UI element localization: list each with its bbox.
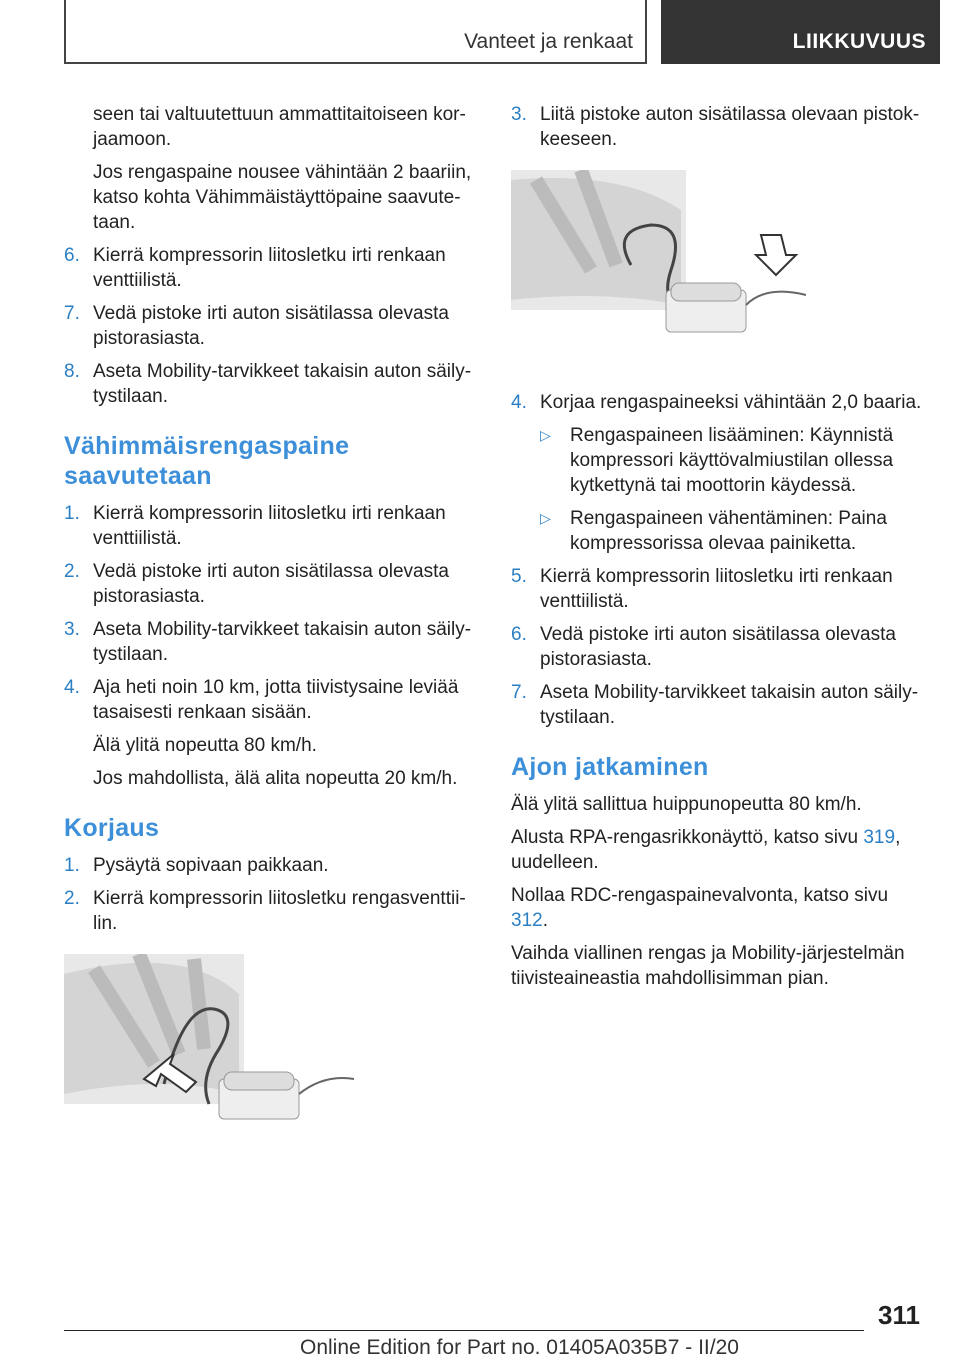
list-item: 2. Vedä pistoke irti auton sisätilassa olevasta pistorasiasta. [64, 561, 449, 607]
list-item: 3. Liitä pistoke auton sisätilassa olevaan pistok-keeseen. [511, 104, 920, 150]
list-item: 4. Korjaa rengaspaineeksi vähintään 2,0 baaria. [511, 392, 922, 413]
body-text: Nollaa RDC-rengaspainevalvonta, katso sivu 312. [511, 885, 889, 931]
body-text: Alusta RPA-rengasrikkonäyttö, katso sivu 319, uudelleen. [511, 827, 901, 873]
section-heading: Ajon jatkaminen [511, 753, 709, 781]
continuation-text: Jos mahdollista, älä alita nopeutta 20 km/h. [93, 768, 458, 789]
list-item: 4. Aja heti noin 10 km, jotta tiivistysaine leviää tasaisesti renkaan sisään. [64, 677, 459, 723]
list-item: 6. Kierrä kompressorin liitosletku irti renkaan venttiilistä. [64, 245, 446, 291]
continuation-text: seen tai valtuutettuun ammattitaitoiseen kor-jaamoon. [93, 104, 466, 150]
list-item: 8. Aseta Mobility-tarvikkeet takaisin auton säily-tystilaan. [64, 361, 472, 407]
sub-list-item: ▷ Rengaspaineen lisääminen: Käynnistä kompressori käyttövalmiustilan ollessa kytkettynä tai moottorin käydessä. [540, 425, 894, 496]
header-section-box [64, 0, 647, 64]
left-column [64, 102, 478, 1169]
list-item: 7. Vedä pistoke irti auton sisätilassa olevasta pistorasiasta. [64, 303, 449, 349]
illustration-valve-hose [64, 954, 478, 1139]
list-item: 3. Aseta Mobility-tarvikkeet takaisin auton säily-tystilaan. [64, 619, 472, 665]
continuation-text: Älä ylitä nopeutta 80 km/h. [93, 735, 317, 756]
section-heading: Vähimmäisrengaspaine saavutetaan [64, 432, 350, 490]
right-column [511, 102, 925, 999]
list-item: 5. Kierrä kompressorin liitosletku irti renkaan venttiilistä. [511, 566, 893, 612]
triangle-bullet-icon: ▷ [540, 427, 551, 443]
list-item: 6. Vedä pistoke irti auton sisätilassa olevasta pistorasiasta. [511, 624, 896, 670]
header-section-title: Vanteet ja renkaat [464, 30, 633, 53]
triangle-bullet-icon: ▷ [540, 510, 551, 526]
illustration-plug-connect [511, 170, 925, 360]
list-item: 7. Aseta Mobility-tarvikkeet takaisin auton säily-tystilaan. [511, 682, 919, 728]
edition-note: Online Edition for Part no. 01405A035B7 - II/20 [300, 1336, 739, 1359]
list-item: 1. Kierrä kompressorin liitosletku irti renkaan venttiilistä. [64, 503, 446, 549]
page-ref-link[interactable]: 312 [511, 910, 543, 931]
page-number: 311 [878, 1300, 920, 1330]
section-heading: Korjaus [64, 814, 160, 842]
header-chapter-box [661, 0, 940, 64]
body-text: Älä ylitä sallittua huippunopeutta 80 km/h. [511, 794, 862, 815]
page-ref-link[interactable]: 319 [863, 827, 896, 848]
header-chapter-title: LIIKKUVUUS [792, 30, 926, 53]
list-item: 1. Pysäytä sopivaan paikkaan. [64, 855, 329, 876]
sub-list-item: ▷ Rengaspaineen vähentäminen: Paina kompressorissa olevaa painiketta. [540, 508, 887, 554]
list-item: 2. Kierrä kompressorin liitosletku rengasventtii-lin. [64, 888, 466, 934]
continuation-text: Jos rengaspaine nousee vähintään 2 baariin, katso kohta Vähimmäistäyttöpaine saavute-taan. [93, 162, 472, 233]
body-text: Vaihda viallinen rengas ja Mobility-järjestelmän tiivisteaineastia mahdollisimman pian. [511, 943, 905, 989]
footer-divider [64, 1330, 864, 1331]
